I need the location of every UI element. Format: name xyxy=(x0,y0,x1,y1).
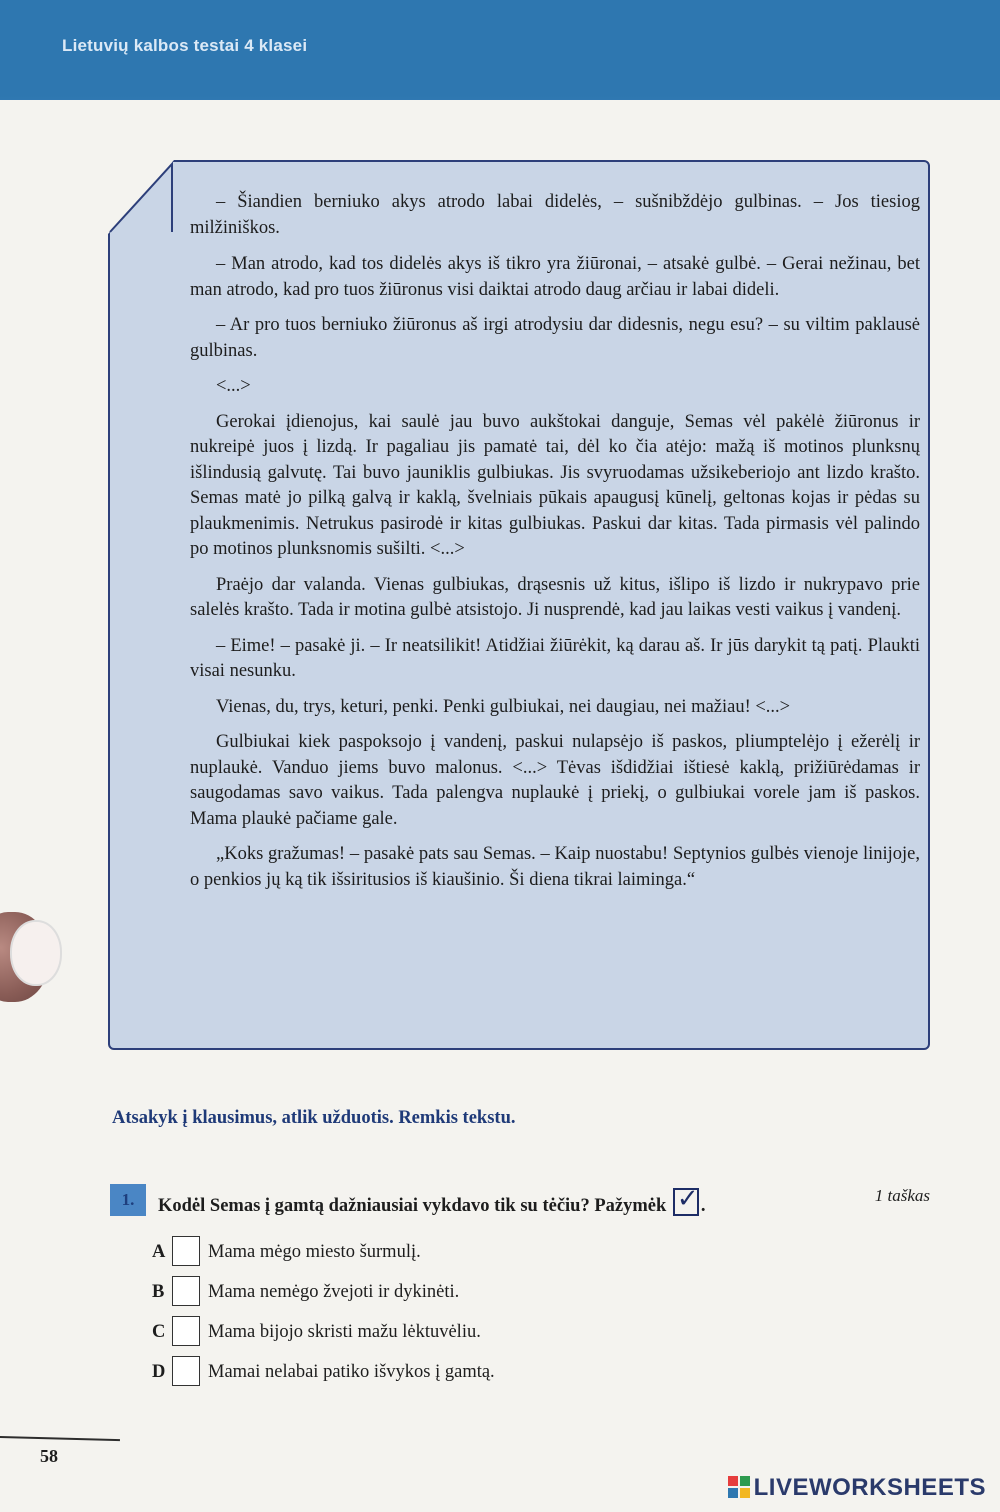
question-1 xyxy=(110,1184,930,1220)
option-text: Mama bijojo skristi mažu lėktuvėliu. xyxy=(208,1322,481,1342)
option-letter: B xyxy=(152,1282,165,1302)
page-number: 58 xyxy=(40,1446,58,1466)
story-paragraph: – Ar pro tuos berniuko žiūronus aš irgi atrodysiu dar didesnis, negu esu? – su viltim paklausė gulbinas. xyxy=(190,315,920,361)
story-paragraph: „Koks gražumas! – pasakė pats sau Semas. – Kaip nuostabu! Septynios gulbės vienoje linijoje, o penkios jų ką tik išsiritusios iš kiaušinio. Ši diena tikrai laiminga.“ xyxy=(190,844,920,890)
option-a-checkbox[interactable] xyxy=(172,1236,200,1266)
option-text: Mama mėgo miesto šurmulį. xyxy=(208,1242,421,1262)
option-b-checkbox[interactable] xyxy=(172,1276,200,1306)
liveworksheets-text: LIVEWORKSHEETS xyxy=(753,1474,986,1501)
question-period: . xyxy=(700,1196,706,1216)
story-paragraph: – Šiandien berniuko akys atrodo labai didelės, – sušnibždėjo gulbinas. – Jos tiesiog milžiniškos. xyxy=(190,192,920,238)
page-fold-icon xyxy=(108,160,174,234)
option-d-checkbox[interactable] xyxy=(172,1356,200,1386)
question-text xyxy=(158,1188,706,1217)
page-rule xyxy=(0,1436,120,1441)
question-points: 1 taškas xyxy=(874,1186,930,1205)
option-letter: D xyxy=(152,1362,166,1382)
story-paragraph: Praėjo dar valanda. Vienas gulbiukas, drąsesnis už kitus, išlipo iš lizdo ir nukrypavo prie salelės krašto. Tada ir motina gulbė atsistojo. Ji nusprendė, kad jau laikas vesti vaikus į vandenį. xyxy=(190,574,920,620)
page-paper xyxy=(0,100,1000,160)
story-text xyxy=(190,190,920,903)
option-letter: A xyxy=(152,1242,166,1262)
option-c-checkbox[interactable] xyxy=(172,1316,200,1346)
option-letter: C xyxy=(152,1322,166,1342)
question-prompt: Kodėl Semas į gamtą dažniausiai vykdavo tik su tėčiu? Pažymėk xyxy=(158,1196,667,1216)
option-text: Mama nemėgo žvejoti ir dykinėti. xyxy=(208,1282,460,1302)
story-paragraph: Gerokai įdienojus, kai saulė jau buvo aukštokai danguje, Semas vėl pakėlė žiūronus ir nukreipė juos į lizdą. Ir pagaliau jis pamatė tai, dėl ko čia atėjo: mažą iš motinos plunksnų išlindusią galvutę. Tai buvo jauniklis gulbiukas. Jis svyruodamas užsikeberiojo ant lizdo krašto. Semas matė jo pilką galvą ir kaklą, švelniais pūkais apaugusį kūnelį, geltonas kojas ir pėdas su plaukmenimis. Netrukus pasirodė ir kitas gulbiukas. Paskui dar kitas. Tada pirmasis vėl palindo po motinos plunksnomis sušilti. <...> xyxy=(190,411,920,559)
liveworksheets-icon xyxy=(728,1476,750,1498)
question-number: 1. xyxy=(110,1184,146,1216)
checkmark-icon xyxy=(673,1188,699,1216)
book-title: Lietuvių kalbos testai 4 klasei xyxy=(62,36,308,55)
story-paragraph: Gulbiukai kiek paspoksojo į vandenį, paskui nulapsėjo iš paskos, pliumptelėjo į ežerėlį ir nuplaukė. Vanduo jiems buvo malonus. <...> Tėvas išdidžiai ištiesė kaklą, prižiūrėdamas ir saugodamas savo vaikus. Tada palengva nuplaukė į priekį, o gulbiukai vorele jam iš paskos. Mama plaukė pačiame gale. xyxy=(190,732,920,829)
task-instruction: Atsakyk į klausimus, atlik užduotis. Remkis tekstu. xyxy=(112,1108,516,1128)
fingernail xyxy=(10,920,62,986)
story-paragraph: Vienas, du, trys, keturi, penki. Penki gulbiukai, nei daugiau, nei mažiau! <...> xyxy=(216,696,791,717)
option-text: Mamai nelabai patiko išvykos į gamtą. xyxy=(208,1362,495,1382)
liveworksheets-logo xyxy=(728,1474,986,1502)
story-paragraph: <...> xyxy=(216,376,251,396)
story-paragraph: – Eime! – pasakė ji. – Ir neatsilikit! Atidžiai žiūrėkit, ką darau aš. Ir jūs darykit tą patį. Plaukti visai nesunku. xyxy=(190,635,920,681)
story-paragraph: – Man atrodo, kad tos didelės akys iš tikro yra žiūronai, – atsakė gulbė. – Gerai nežinau, bet man atrodo, kad pro tuos žiūronus visi daiktai atrodo daug arčiau ir labai dideli. xyxy=(190,254,920,300)
